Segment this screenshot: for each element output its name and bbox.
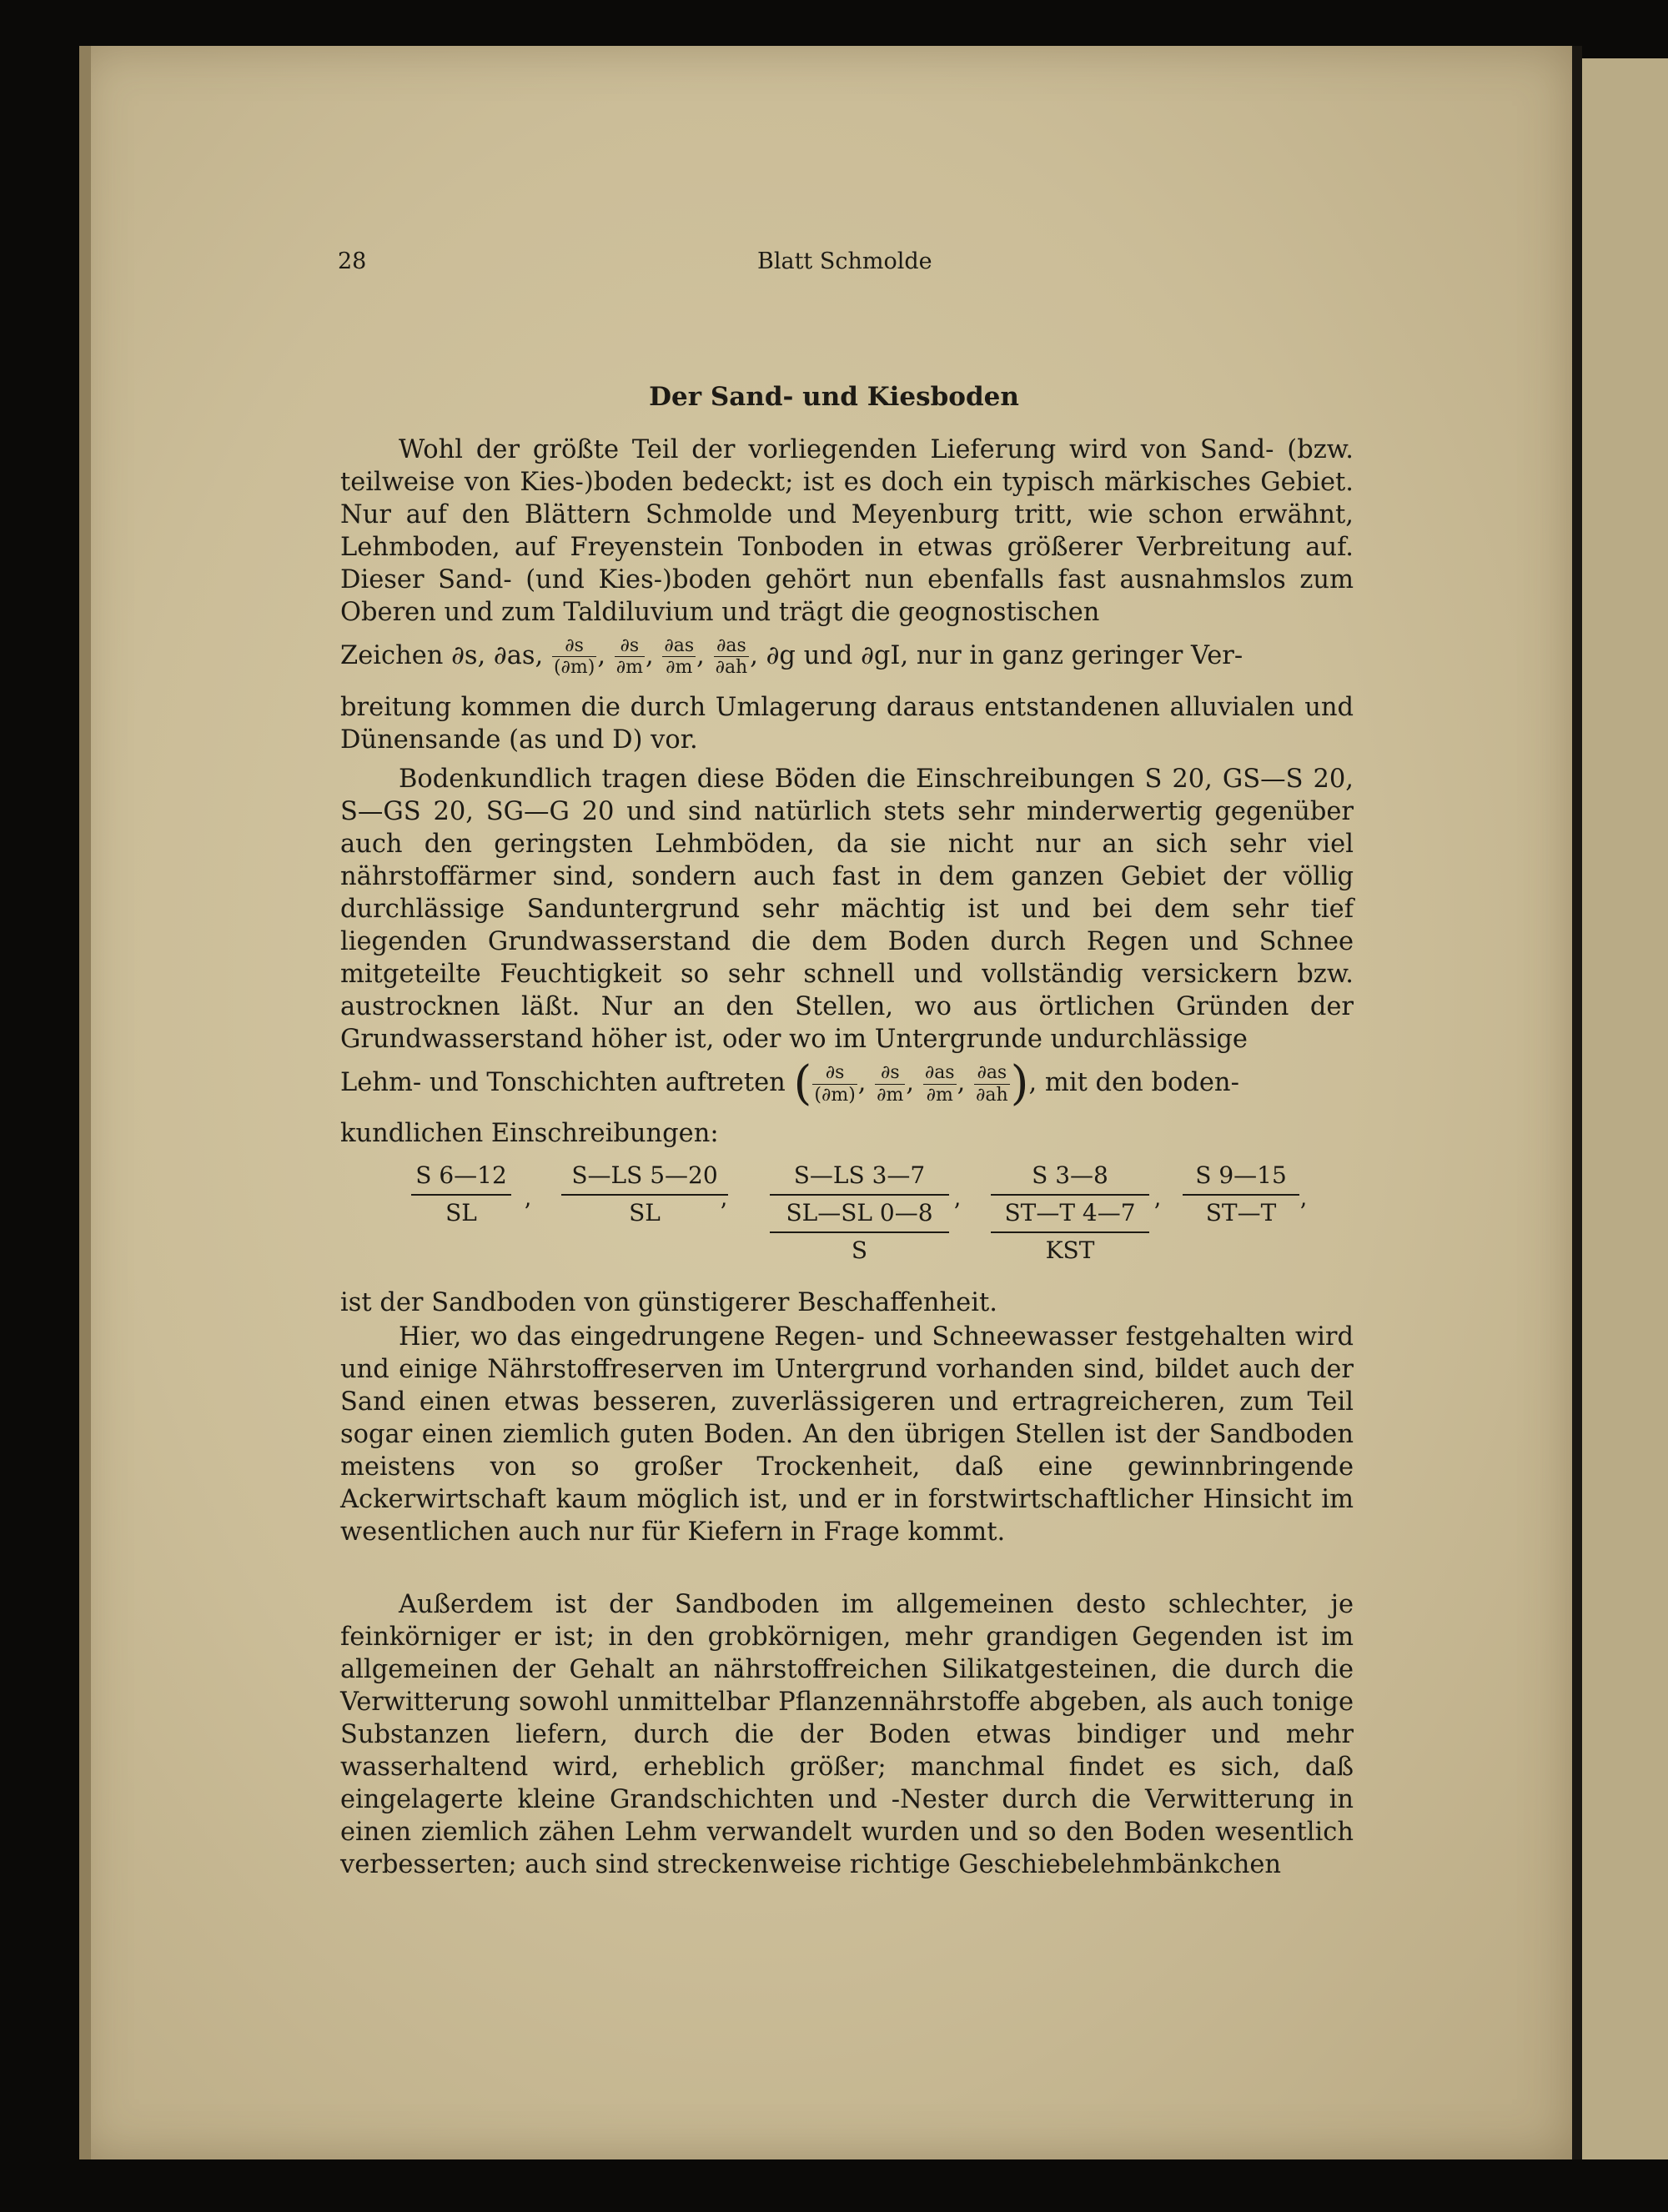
after-formulas-line: ist der Sandboden von günstigerer Beschaffenheit. xyxy=(340,1288,997,1317)
fraction-bar xyxy=(770,1194,949,1196)
page-edge xyxy=(79,46,91,2159)
fraction-bar xyxy=(1183,1194,1299,1196)
symbol-fraction xyxy=(875,1062,905,1106)
soil-formula xyxy=(411,1161,511,1226)
symbols-prefix: Zeichen ∂s, ∂as, xyxy=(340,640,544,670)
separator-comma: ’ xyxy=(1153,1198,1161,1226)
fraction-bar xyxy=(411,1194,511,1196)
soil-formula xyxy=(561,1161,728,1226)
soil-formula xyxy=(991,1161,1149,1264)
separator-comma: ’ xyxy=(524,1198,531,1226)
symbols-suffix: ∂g und ∂gI, nur in ganz geringer Ver- xyxy=(766,640,1243,670)
fraction-denominator: ∂m xyxy=(926,1084,953,1106)
section-title: Der Sand- und Kiesboden xyxy=(649,382,1019,412)
symbol-fraction xyxy=(812,1062,857,1106)
formula-denominator: ST—T xyxy=(1205,1199,1277,1226)
fraction-bar xyxy=(991,1194,1149,1196)
symbol-fraction xyxy=(974,1062,1010,1106)
fraction-numerator: ∂as xyxy=(924,1062,955,1084)
fraction-denominator: ∂ah xyxy=(715,657,748,679)
separator-comma: ’ xyxy=(720,1198,727,1226)
lehm-prefix: Lehm- und Tonschichten auftreten xyxy=(340,1068,786,1097)
soil-formula xyxy=(1183,1161,1299,1226)
formula-numerator: S 6—12 xyxy=(415,1161,507,1189)
lehm-line: Lehm- und Tonschichten auftreten ( $\frac{\partial s}{(\partial m)}$ , $\frac{\partial s}{\partial m}$ , $\frac{\partial as}{\partial m}$ , $\frac{\partial as}{\partial ah}$ ), mit den boden- xyxy=(340,1056,1239,1111)
kundlich-line: kundlichen Einschreibungen: xyxy=(340,1119,719,1148)
formula-subdenominator: KST xyxy=(1045,1236,1095,1264)
symbol-fraction xyxy=(714,635,750,679)
running-title: Blatt Schmolde xyxy=(757,248,932,274)
paragraph-2: Bodenkundlich tragen diese Böden die Einschreibungen S 20, GS—S 20, S—GS 20, SG—G 20 und sind natürlich stets sehr minderwertig gegenüber auch den geringsten Lehmböden, da sie nicht nur an sich sehr viel nährstoffärmer sind, sondern auch fast in dem ganzen Gebiet der völlig durchlässige Sanduntergrund sehr mächtig ist und bei dem sehr tief liegenden Grundwasserstand die dem Boden durch Regen und Schnee mitgeteilte Feuchtigkeit so sehr schnell und vollständig versickern bzw. austrocknen läßt. Nur an den Stellen, wo aus örtlichen Gründen der Grundwasserstand höher ist, oder wo im Untergrunde undurchlässige xyxy=(340,765,1354,1054)
formula-denominator: SL—SL 0—8 xyxy=(786,1199,933,1226)
fraction-numerator: ∂as xyxy=(714,635,750,657)
book-spine xyxy=(1572,46,1582,2159)
soil-formula xyxy=(770,1161,949,1264)
separator-comma: ’ xyxy=(953,1198,961,1226)
separator-comma: ’ xyxy=(1299,1198,1307,1226)
fraction-denominator: ∂m xyxy=(666,657,693,679)
symbol-fraction xyxy=(615,635,645,679)
fraction-numerator: ∂s xyxy=(812,1062,857,1084)
paragraph-1: Wohl der größte Teil der vorliegenden Lieferung wird von Sand- (bzw. teilweise von Kies-)boden bedeckt; ist es doch ein typisch märkisches Gebiet. Nur auf den Blättern Schmolde und Meyenburg tritt, wie schon erwähnt, Lehmboden, auf Freyenstein Tonboden in etwas größerer Verbreitung auf. Dieser Sand- (und Kies-)boden gehört nun ebenfalls fast ausnahmslos zum Oberen und zum Taldiluvium und trägt die geognostischen xyxy=(340,435,1354,627)
page-number: 28 xyxy=(338,248,367,274)
fraction-numerator: ∂as xyxy=(664,635,695,656)
fraction-numerator: ∂s xyxy=(875,1062,905,1084)
lehm-suffix: mit den boden- xyxy=(1044,1068,1239,1097)
paragraph-3: Hier, wo das eingedrungene Regen- und Schneewasser festgehalten wird und einige Nährstoffreserven im Untergrund vorhanden sind, bildet auch der Sand einen etwas besseren, zuverlässigeren und ertragreicheren, zum Teil sogar einen ziemlich guten Boden. An den übrigen Stellen ist der Sandboden meistens von so großer Trockenheit, daß eine gewinnbringende Ackerwirtschaft kaum möglich ist, und er in forstwirtschaftlicher Hinsicht im wesentlichen auch nur für Kiefern in Frage kommt. xyxy=(340,1322,1354,1547)
formula-denominator: SL xyxy=(445,1199,477,1226)
formula-numerator: S—LS 3—7 xyxy=(793,1161,926,1189)
fraction-denominator: ∂ah xyxy=(976,1084,1008,1106)
fraction-denominator: ∂m xyxy=(615,657,643,679)
formula-numerator: S 9—15 xyxy=(1195,1161,1287,1189)
fraction-numerator: ∂as xyxy=(974,1062,1010,1084)
symbol-fraction xyxy=(552,635,596,679)
fraction-bar xyxy=(770,1231,949,1233)
symbols-line: Zeichen ∂s, ∂as, $\frac{\partial s}{(\partial m)}$ , $\frac{\partial s}{\partial m}$ , $\frac{\partial as}{\partial m}$ , $\frac{\partial as}{\partial ah}$ , ∂g und ∂gI, nur in ganz geringer Ver- xyxy=(340,635,1243,679)
formula-numerator: S—LS 5—20 xyxy=(571,1161,718,1189)
close-paren: ) xyxy=(1010,1056,1029,1111)
paragraph-4: Außerdem ist der Sandboden im allgemeinen desto schlechter, je feinkörniger er ist; in den grobkörnigen, mehr grandigen Gegenden ist im allgemeinen der Gehalt an nährstoffreichen Silikatgesteinen, die durch die Verwitterung sowohl unmittelbar Pflanzennährstoffe abgeben, als auch tonige Substanzen liefern, durch die der Boden etwas bindiger und mehr wasserhaltend wird, erheblich größer; manchmal findet es sich, daß eingelagerte kleine Grandschichten und -Nester durch die Verwitterung in einen ziemlich zähen Lehm verwandelt wurden und so den Boden wesentlich verbesserten; auch sind streckenweise richtige Geschiebelehmbänkchen xyxy=(340,1590,1354,1879)
formula-denominator: SL xyxy=(629,1199,661,1226)
facing-page-edge xyxy=(1582,58,1668,2159)
symbol-fraction xyxy=(662,635,696,679)
open-paren: ( xyxy=(793,1056,812,1111)
fraction-bar xyxy=(991,1231,1149,1233)
paragraph-1-end: breitung kommen die durch Umlagerung daraus entstandenen alluvialen und Dünensande (as und D) vor. xyxy=(340,693,1354,755)
fraction-denominator: (∂m) xyxy=(553,657,595,679)
formula-numerator: S 3—8 xyxy=(1032,1161,1108,1189)
formula-denominator: ST—T 4—7 xyxy=(1004,1199,1136,1226)
symbol-fraction xyxy=(923,1062,957,1106)
fraction-denominator: (∂m) xyxy=(814,1084,856,1106)
fraction-bar xyxy=(561,1194,728,1196)
fraction-numerator: ∂s xyxy=(615,635,645,657)
fraction-denominator: ∂m xyxy=(877,1084,904,1106)
formula-subdenominator: S xyxy=(851,1236,868,1264)
fraction-numerator: ∂s xyxy=(552,635,596,657)
